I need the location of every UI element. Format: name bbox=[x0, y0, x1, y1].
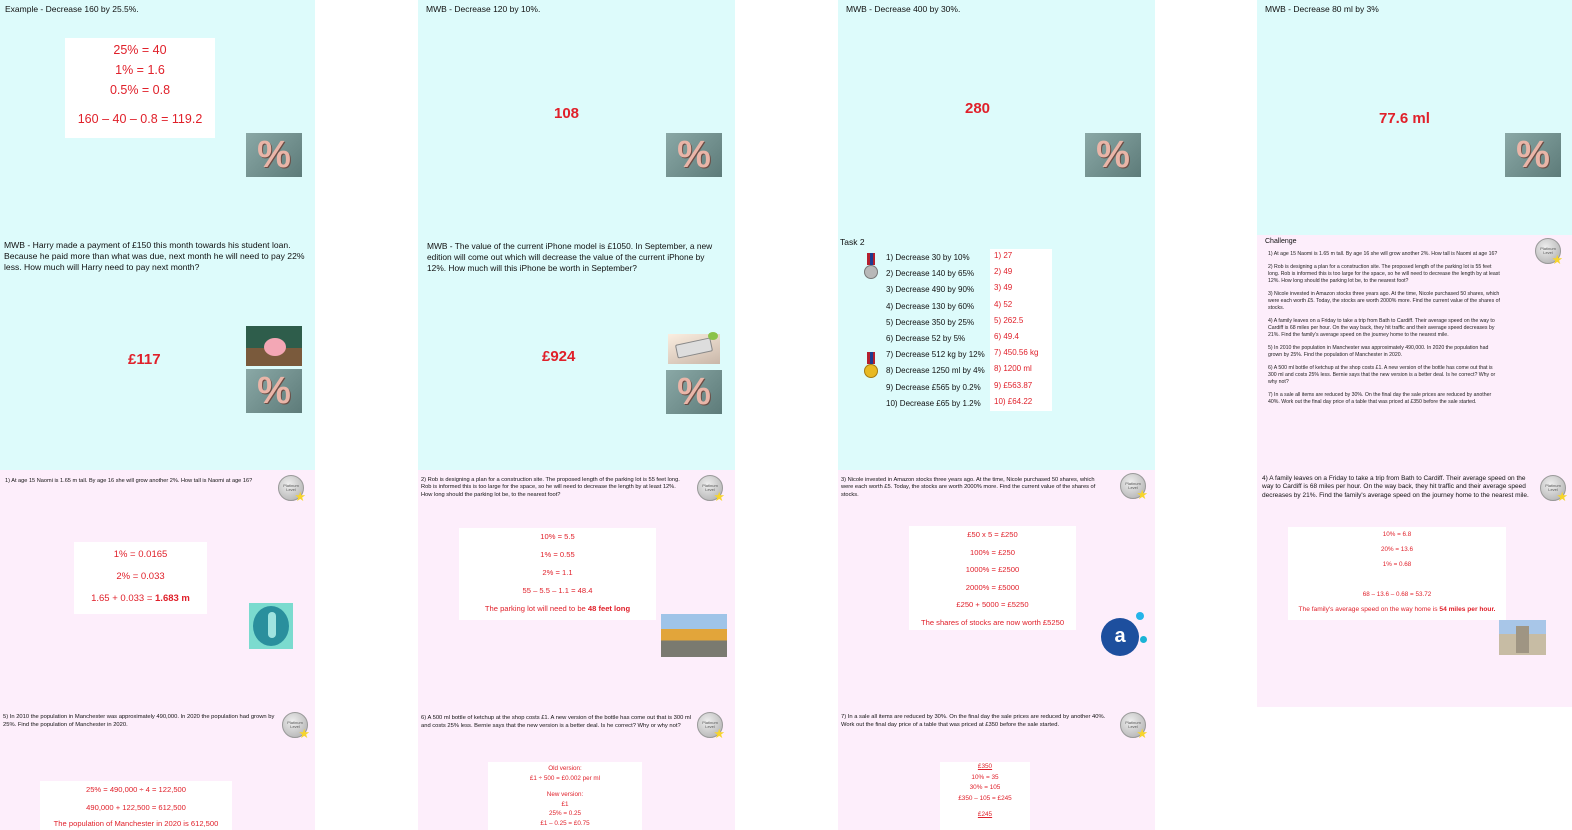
slide-15[interactable] bbox=[1257, 470, 1572, 707]
line: The shares of stocks are now worth £5250 bbox=[920, 617, 1065, 627]
line: 20% = 13.6 bbox=[1380, 546, 1414, 553]
platinum-badge-icon: Platinum Level ★ bbox=[1535, 238, 1561, 264]
badge-label: Platinum Level bbox=[1125, 480, 1141, 490]
slide-11[interactable] bbox=[838, 470, 1155, 705]
silver-medal-icon bbox=[864, 253, 878, 281]
answer-item: 7) 450.56 kg bbox=[994, 348, 1039, 358]
challenge-item: 2) Rob is designing a plan for a construction site. The proposed length of the parking lot is 55 feet long. Rob is informed this is too large for the space, so he will need to decrease the length by at least 12%. How long should the parking lot be, to the nearest foot? bbox=[1268, 264, 1500, 285]
percent-icon: % bbox=[1085, 133, 1141, 177]
amazon-logo: a bbox=[1096, 612, 1148, 658]
slide-10[interactable] bbox=[838, 235, 1155, 470]
cardiff-castle-photo bbox=[1499, 620, 1546, 655]
slide-6[interactable] bbox=[418, 235, 735, 470]
line: £245 bbox=[977, 811, 993, 818]
answer-item: 3) 49 bbox=[994, 283, 1013, 293]
task-title: Task 2 bbox=[840, 237, 865, 247]
answer-bold: 1.683 m bbox=[155, 593, 190, 604]
line: 2% = 1.1 bbox=[542, 568, 573, 577]
line: £1 – 0.25 = £0.75 bbox=[540, 819, 590, 827]
line: The population of Manchester in 2020 is 612,500 bbox=[53, 819, 219, 828]
challenge-item: 7) In a sale all items are reduced by 30%. On the final day the sale prices are reduced by another 40%. Work out the final day price of a table that was priced at £350 before the sale started. bbox=[1268, 392, 1492, 406]
answer-item: 8) 1200 ml bbox=[994, 364, 1032, 374]
answer: £924 bbox=[542, 348, 576, 365]
slide-title: MWB - Decrease 400 by 30%. bbox=[846, 4, 961, 14]
line: 10% = 6.8 bbox=[1382, 531, 1412, 538]
challenge-list bbox=[1268, 251, 1501, 412]
line: 55 – 5.5 – 1.1 = 48.4 bbox=[522, 586, 593, 595]
line: 1000% = £2500 bbox=[965, 565, 1020, 574]
line: 1% = 0.68 bbox=[1382, 561, 1412, 568]
slide-title: MWB - Decrease 80 ml by 3% bbox=[1265, 4, 1379, 14]
platinum-badge-icon: Platinum Level ★ bbox=[282, 712, 308, 738]
answer-box bbox=[940, 762, 1030, 830]
question: 1) At age 15 Naomi is 1.65 m tall. By age 16 she will grow another 2%. How tall is Naomi at age 16? bbox=[5, 478, 253, 484]
line: 25% = 40 bbox=[113, 43, 167, 57]
slide-8[interactable] bbox=[418, 705, 735, 830]
line: 1% = 0.55 bbox=[540, 550, 575, 559]
task-item: 4) Decrease 130 by 60% bbox=[886, 301, 975, 311]
task-item: 8) Decrease 1250 ml by 4% bbox=[886, 366, 985, 376]
slide-12[interactable] bbox=[838, 705, 1155, 830]
conclusion-bold: 48 feet long bbox=[587, 604, 631, 613]
height-chart-icon bbox=[249, 603, 293, 649]
answer-box bbox=[909, 526, 1076, 630]
gold-medal-icon bbox=[864, 352, 878, 380]
conclusion-bold: 54 miles per hour. bbox=[1439, 606, 1496, 613]
percent-icon: % bbox=[1505, 133, 1561, 177]
answer-box bbox=[488, 762, 642, 830]
answer-box bbox=[40, 781, 232, 830]
task-item: 1) Decrease 30 by 10% bbox=[886, 253, 970, 262]
challenge-item: 4) A family leaves on a Friday to take a trip from Bath to Cardiff. Their average speed on the way to Cardiff is 68 miles per hour. On the way back, they hit traffic and their average speed decreases by 21%. Find the family's average speed on the journey home to the nearest mile. bbox=[1268, 318, 1495, 339]
line: 10% = 35 bbox=[971, 773, 999, 781]
line: 1.65 + 0.033 = bbox=[91, 593, 156, 604]
platinum-badge-icon: Platinum Level ★ bbox=[1120, 712, 1146, 738]
badge-label: Platinum Level bbox=[1545, 482, 1561, 492]
line: £350 – 105 = £245 bbox=[958, 794, 1012, 802]
answer: £117 bbox=[128, 351, 161, 368]
line: 160 – 40 – 0.8 = 119.2 bbox=[77, 112, 203, 126]
answer: 108 bbox=[554, 105, 580, 122]
question: 2) Rob is designing a plan for a construction site. The proposed length of the parking lot is 55 feet long. Rob is informed this is too large for the space, so he will need to decrease the length by at least 12%. How long should the parking lot be, to the nearest foot? bbox=[421, 477, 680, 498]
answer-item: 1) 27 bbox=[994, 251, 1013, 260]
answer-box bbox=[65, 38, 215, 138]
badge-label: Platinum Level bbox=[702, 482, 718, 492]
line: 100% = £250 bbox=[970, 547, 1015, 557]
question: 6) A 500 ml bottle of ketchup at the shop costs £1. A new version of the bottle has come out that is 300 ml and costs 25% less. Bernie says that the new version is a better deal. Is he correct? Why or why not? bbox=[421, 715, 692, 729]
question: 3) Nicole invested in Amazon stocks three years ago. At the time, Nicole purchased 50 shares, which were each worth £5. Today, the stocks are worth 2000% more. Find the current value of the shares of stocks. bbox=[841, 477, 1096, 498]
challenge-item: 3) Nicole invested in Amazon stocks three years ago. At the time, Nicole purchased 50 shares, which were each worth £5. Today, the stocks are worth 2000% more. Find the current value of the shares of stocks. bbox=[1268, 291, 1500, 312]
conclusion: The family's average speed on the way home is bbox=[1298, 606, 1440, 613]
percent-icon: % bbox=[246, 133, 302, 177]
line: 25% = 0.25 bbox=[548, 810, 582, 817]
challenge-item: 1) At age 15 Naomi is 1.65 m tall. By age 16 she will grow another 2%. How tall is Naomi at age 16? bbox=[1268, 251, 1498, 257]
line: £1 ÷ 500 = £0.002 per ml bbox=[529, 774, 601, 782]
line: £1 bbox=[561, 800, 569, 808]
answer-item: 2) 49 bbox=[994, 267, 1013, 277]
slide-7[interactable] bbox=[418, 470, 735, 705]
task-item: 10) Decrease £65 by 1.2% bbox=[886, 398, 981, 408]
slide-2[interactable] bbox=[0, 235, 315, 470]
line: 1% = 0.0165 bbox=[113, 549, 168, 560]
line: 1% = 1.6 bbox=[115, 63, 165, 77]
platinum-badge-icon: Platinum Level ★ bbox=[278, 475, 304, 501]
task-list bbox=[886, 253, 985, 415]
piggy-bank-icon bbox=[246, 326, 302, 366]
task-answers bbox=[990, 249, 1052, 411]
iphone-icon bbox=[668, 334, 720, 364]
platinum-badge-icon: Platinum Level ★ bbox=[1540, 475, 1566, 501]
slide-9[interactable] bbox=[838, 0, 1155, 235]
task-item: 2) Decrease 140 by 65% bbox=[886, 269, 975, 279]
answer-box bbox=[1288, 527, 1506, 620]
question: 7) In a sale all items are reduced by 30%. On the final day the sale prices are reduced by another 40%. Work out the final day price of a table that was priced at £350 before the sale started. bbox=[841, 714, 1106, 728]
percent-icon: % bbox=[666, 133, 722, 177]
line: 10% = 5.5 bbox=[540, 532, 575, 541]
badge-label: Platinum Level bbox=[702, 719, 718, 729]
task-item: 5) Decrease 350 by 25% bbox=[886, 317, 975, 327]
badge-label: Platinum Level bbox=[287, 719, 303, 729]
slide-title: MWB - Decrease 120 by 10%. bbox=[426, 4, 541, 14]
line: 68 – 13.6 – 0.68 = 53.72 bbox=[1362, 591, 1432, 598]
challenge-item: 5) In 2010 the population in Manchester was approximately 490,000. In 2020 the population had grown by 25%. Find the population of Manchester in 2020. bbox=[1268, 345, 1489, 359]
slide-title: Example - Decrease 160 by 25.5%. bbox=[5, 4, 139, 14]
challenge-item: 6) A 500 ml bottle of ketchup at the shop costs £1. A new version of the bottle has come out that is 300 ml and costs 25% less. Bernie says that the new version is a better deal. Is he correct? Why or why not? bbox=[1268, 365, 1496, 386]
answer-item: 5) 262.5 bbox=[994, 315, 1024, 325]
slide-5[interactable] bbox=[418, 0, 735, 235]
answer-item: 9) £563.87 bbox=[994, 380, 1033, 390]
answer-box bbox=[74, 542, 207, 614]
badge-label: Platinum Level bbox=[1540, 245, 1556, 255]
task-item: 6) Decrease 52 by 5% bbox=[886, 333, 966, 343]
platinum-badge-icon: Platinum Level ★ bbox=[697, 712, 723, 738]
badge-label: Platinum Level bbox=[283, 482, 299, 492]
line: 30% = 105 bbox=[969, 784, 1001, 791]
line: £50 x 5 = £250 bbox=[967, 530, 1018, 539]
percent-icon: % bbox=[666, 370, 722, 414]
answer-item: 6) 49.4 bbox=[994, 331, 1019, 341]
line: 0.5% = 0.8 bbox=[109, 83, 171, 97]
slide-1[interactable] bbox=[0, 0, 315, 235]
question: 5) In 2010 the population in Manchester was approximately 490,000. In 2020 the population had grown by 25%. Find the population of Manchester in 2020. bbox=[3, 714, 275, 728]
slide-4[interactable] bbox=[0, 705, 315, 830]
line: 25% = 490,000 ÷ 4 = 122,500 bbox=[85, 785, 187, 794]
line: 490,000 + 122,500 = 612,500 bbox=[86, 803, 186, 812]
answer: 280 bbox=[965, 100, 991, 117]
task-item: 9) Decrease £565 by 0.2% bbox=[886, 382, 981, 392]
platinum-badge-icon: Platinum Level ★ bbox=[697, 475, 723, 501]
badge-label: Platinum Level bbox=[1125, 719, 1141, 729]
answer-item: 10) £64.22 bbox=[994, 396, 1033, 406]
question: MWB - Harry made a payment of £150 this month towards his student loan. Because he paid more than what was due, next month he will need to pay 22% less. How much will Harry need to pay next month? bbox=[4, 240, 305, 273]
line: New version: bbox=[546, 791, 584, 798]
slide-14[interactable] bbox=[1257, 235, 1572, 470]
slide-3[interactable] bbox=[0, 470, 315, 705]
slide-13[interactable] bbox=[1257, 0, 1572, 235]
conclusion: The parking lot will need to be bbox=[484, 604, 588, 613]
answer-box bbox=[459, 528, 656, 620]
question: 4) A family leaves on a Friday to take a trip from Bath to Cardiff. Their average speed on the way to Cardiff is 68 miles per hour. On the way back, they hit traffic and their average speed decreases by 21%. Find the family's average speed on the journey home to the nearest mile. bbox=[1262, 475, 1529, 499]
line: 2000% = £5000 bbox=[965, 582, 1020, 592]
challenge-title: Challenge bbox=[1265, 238, 1297, 245]
line: Old version: bbox=[548, 765, 582, 772]
platinum-badge-icon: Platinum Level ★ bbox=[1120, 473, 1146, 499]
line: 2% = 0.033 bbox=[116, 571, 165, 582]
task-item: 3) Decrease 490 by 90% bbox=[886, 285, 975, 295]
task-item: 7) Decrease 512 kg by 12% bbox=[886, 350, 985, 360]
question: MWB - The value of the current iPhone model is £1050. In September, a new edition will come out which will decrease the value of the current iPhone by 12%. How much will this iPhone be worth in September? bbox=[427, 241, 713, 273]
answer: 77.6 ml bbox=[1379, 110, 1430, 127]
line: £350 bbox=[977, 763, 993, 770]
percent-icon: % bbox=[246, 369, 302, 413]
parking-lot-photo bbox=[661, 614, 727, 657]
line: £250 + 5000 = £5250 bbox=[956, 600, 1029, 609]
answer-item: 4) 52 bbox=[994, 299, 1013, 309]
